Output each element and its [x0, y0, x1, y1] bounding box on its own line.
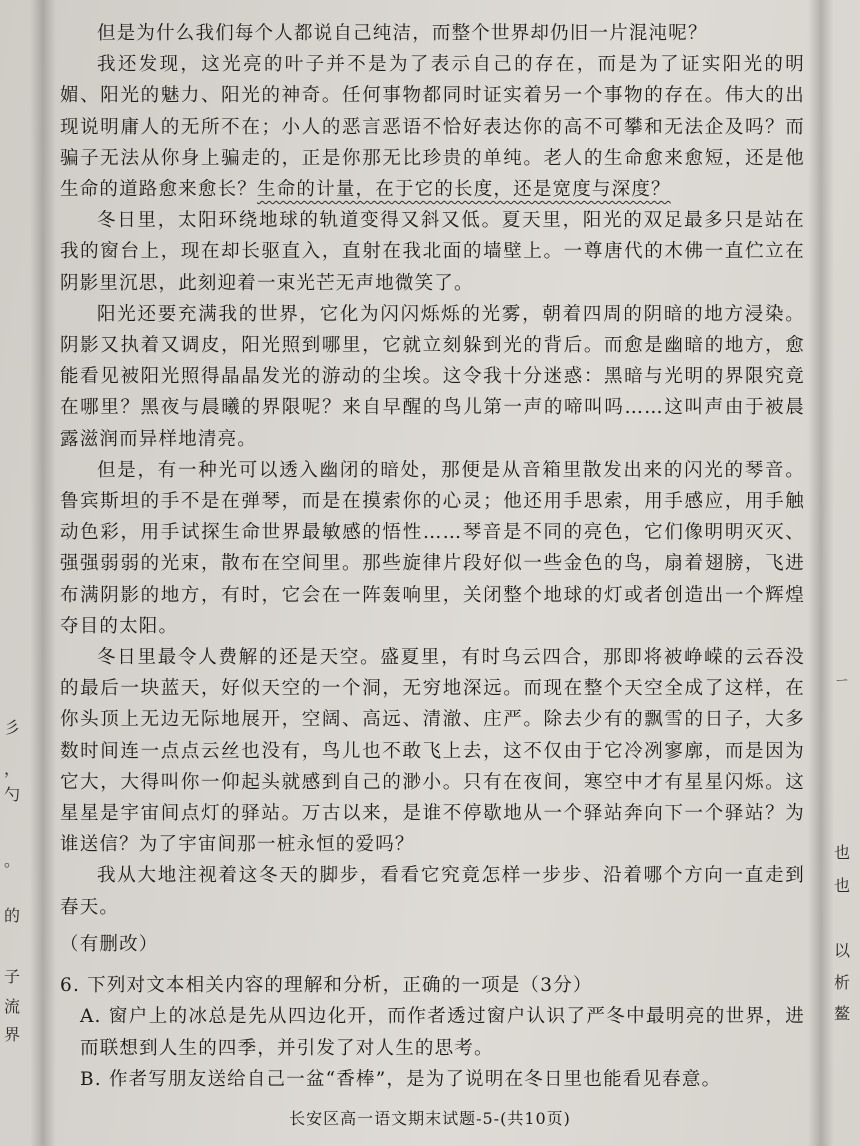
page-footer: 长安区高一语文期末试题-5-(共10页): [289, 1109, 571, 1128]
right-margin-fragments: [830, 0, 860, 1146]
paragraph-2: [60, 49, 805, 205]
margin-char: 子: [4, 967, 21, 986]
paragraph-5: 但是，有一种光可以透入幽闭的暗处，那便是从音箱里散发出来的闪光的琴音。鲁宾斯坦的手不是在弹琴，而是在摸索你的心灵；他还用手思索，用手感应，用手触动色彩，用手试探生命世界最敏感的悟性……琴音是不同的亮色，它们像明明灭灭、强强弱弱的光束，散布在空间里。那些旋律片段好似一些金色的鸟，扇着翅膀，飞进布满阴影的地方，有时，它会在一阵轰响里，关闭整个地球的灯或者创造出一个辉煌夺目的太阳。: [60, 459, 805, 637]
margin-char: 鳌: [834, 1004, 851, 1023]
paragraph-1: 但是为什么我们每个人都说自己纯洁，而整个世界却仍旧一片混沌呢？: [97, 23, 708, 44]
margin-char: 流: [4, 997, 21, 1016]
paragraph-7: 我从大地注视着这冬天的脚步，看看它究竟怎样一步步、沿着哪个方向一直走到春天。: [60, 865, 805, 918]
article-body: [60, 18, 805, 1095]
margin-char: ㄧ: [834, 671, 851, 690]
margin-char: 以: [834, 941, 851, 960]
margin-char: 彡: [4, 718, 21, 737]
margin-char: 的: [4, 906, 21, 925]
left-margin-fragments: [0, 0, 30, 1146]
margin-char: 也: [834, 843, 851, 862]
margin-char: 也: [834, 876, 851, 895]
option-a: A. 窗户上的冰总是先从四边化开，而作者透过窗户认识了严冬中最明亮的世界，进而联想到人生的四季，并引发了对人生的思考。: [80, 1006, 805, 1059]
option-b: B. 作者写朋友送给自己一盆“香棒”，是为了说明在冬日里也能看见春意。: [80, 1068, 722, 1090]
margin-char: ，: [4, 759, 21, 778]
page-fold-shadow-left: [30, 0, 56, 1146]
paragraph-3: 冬日里，太阳环绕地球的轨道变得又斜又低。夏天里，阳光的双足最多只是站在我的窗台上，现在却长驱直入，直射在我北面的墙壁上。一尊唐代的木佛一直伫立在阴影里沉思，此刻迎着一束光芒无声地微笑了。: [60, 210, 805, 294]
paragraph-6: 冬日里最令人费解的还是天空。盛夏里，有时乌云四合，那即将被峥嵘的云吞没的最后一块蓝天，好似天空的一个洞，无穷地深远。而现在整个天空全成了这样，在你头顶上无边无际地展开，空阔、高远、清澈、庄严。除去少有的飘雪的日子，大多数时间连一点点云丝也没有，鸟儿也不敢飞上去，这不仅由于它冷冽寥廓，而是因为它大，大得叫你一仰起头就感到自己的渺小。只有在夜间，寒空中才有星星闪烁。这星星是宇宙间点灯的驿站。万古以来，是谁不停歇地从一个驿站奔向下一个驿站？为谁送信？为了宇宙间那一桩永恒的爱吗？: [60, 647, 805, 856]
question-stem: 6. 下列对文本相关内容的理解和分析，正确的一项是（3分）: [60, 975, 593, 997]
source-note: （有删改）: [60, 933, 159, 955]
margin-char: 勺: [4, 785, 21, 804]
margin-char: 。: [4, 851, 21, 870]
paragraph-4: 阳光还要充满我的世界，它化为闪闪烁烁的光雾，朝着四周的阴暗的地方浸染。阴影又执着又调皮，阳光照到哪里，它就立刻躲到光的背后。而愈是幽暗的地方，愈能看见被阳光照得晶晶发光的游动的尘埃。这令我十分迷惑：黑暗与光明的界限究竟在哪里？黑夜与晨曦的界限呢？来自早醒的鸟儿第一声的啼叫吗……这叫声由于被晨露滋润而异样地清亮。: [60, 303, 805, 450]
paragraph-2-text: 我还发现，这光亮的叶子并不是为了表示自己的存在，而是为了证实阳光的明媚、阳光的魅力、阳光的神奇。任何事物都同时证实着另一个事物的存在。伟大的出现说明庸人的无所不在；小人的恶言恶语不恰好表达你的高不可攀和无法企及吗？而骗子无法从你身上骗走的，正是你那无比珍贵的单纯。老人的生命愈来愈短，还是他生命的道路愈来愈长？: [60, 54, 805, 201]
margin-char: 析: [834, 973, 851, 992]
wavy-underlined-sentence: 生命的计量，在于它的长度，还是宽度与深度？: [257, 179, 671, 201]
margin-char: 界: [4, 1025, 21, 1044]
